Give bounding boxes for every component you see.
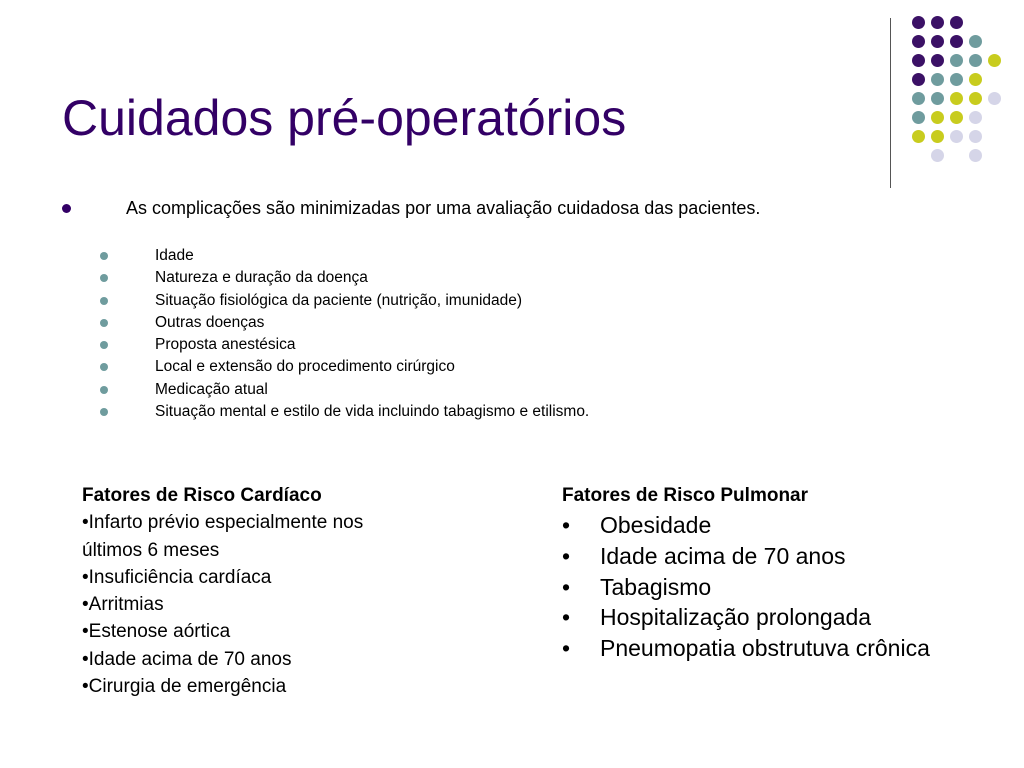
dot-r5c0 bbox=[912, 111, 925, 124]
list-item-text: Pneumopatia obstrutuva crônica bbox=[600, 635, 930, 662]
list-item-text: Tabagismo bbox=[600, 573, 712, 600]
dot-r4c0 bbox=[912, 92, 925, 105]
dot-r3c2 bbox=[950, 73, 963, 86]
dot-r2c4 bbox=[988, 54, 1001, 67]
dot-r1c3 bbox=[969, 35, 982, 48]
pulmonary-risk-list bbox=[562, 510, 1002, 664]
list-item bbox=[562, 633, 1002, 664]
dot-r7c3 bbox=[969, 149, 982, 162]
dot-r5c3 bbox=[969, 111, 982, 124]
dot-r5c1 bbox=[931, 111, 944, 124]
cardiac-risk-item: últimos 6 meses bbox=[82, 539, 220, 561]
sub-bullet-list bbox=[100, 245, 800, 423]
dot-r3c1 bbox=[931, 73, 944, 86]
list-item-text: Natureza e duração da doença bbox=[155, 269, 368, 287]
pulmonary-risk-box bbox=[562, 482, 1002, 664]
dot-r4c3 bbox=[969, 92, 982, 105]
dot-r0c2 bbox=[950, 16, 963, 29]
cardiac-risk-item: •Arritmias bbox=[82, 594, 164, 616]
dot-r4c1 bbox=[931, 92, 944, 105]
bullet-icon: • bbox=[562, 512, 571, 538]
bullet-icon: • bbox=[562, 635, 571, 662]
list-item bbox=[100, 379, 800, 401]
bullet-dot-icon bbox=[100, 386, 108, 394]
main-bullet-text: As complicações são minimizadas por uma avaliação cuidadosa das pacientes. bbox=[126, 198, 761, 218]
dot-r3c3 bbox=[969, 73, 982, 86]
list-item-text: Idade bbox=[155, 247, 194, 264]
bullet-dot-icon bbox=[100, 297, 108, 305]
dot-r6c2 bbox=[950, 130, 963, 143]
dot-r2c3 bbox=[969, 54, 982, 67]
dot-r2c1 bbox=[931, 54, 944, 67]
bullet-dot-icon bbox=[100, 252, 108, 260]
list-item-text: Situação fisiológica da paciente (nutrição, imunidade) bbox=[155, 291, 523, 309]
cardiac-risk-item: •Cirurgia de emergência bbox=[82, 676, 287, 698]
list-item bbox=[100, 312, 800, 334]
list-item-text: Proposta anestésica bbox=[155, 336, 296, 354]
dot-r1c0 bbox=[912, 35, 925, 48]
dot-r2c2 bbox=[950, 54, 963, 67]
cardiac-risk-item: •Idade acima de 70 anos bbox=[82, 648, 292, 670]
list-item bbox=[562, 510, 1002, 541]
dot-r5c2 bbox=[950, 111, 963, 124]
dot-r0c0 bbox=[912, 16, 925, 29]
dot-r4c2 bbox=[950, 92, 963, 105]
dot-r0c1 bbox=[931, 16, 944, 29]
cardiac-risk-item: •Insuficiência cardíaca bbox=[82, 566, 272, 588]
list-item-text: Hospitalização prolongada bbox=[600, 604, 872, 631]
list-item-text: Medicação atual bbox=[155, 380, 268, 398]
dot-r6c3 bbox=[969, 130, 982, 143]
cardiac-risk-box bbox=[82, 482, 462, 700]
bullet-dot-icon bbox=[100, 319, 108, 327]
page-title: Cuidados pré-operatórios bbox=[62, 90, 627, 146]
pulmonary-risk-heading: Fatores de Risco Pulmonar bbox=[562, 485, 809, 506]
list-item bbox=[100, 356, 800, 378]
bullet-icon: • bbox=[562, 542, 571, 569]
cardiac-risk-item: •Infarto prévio especialmente nos bbox=[82, 512, 364, 534]
dot-r6c0 bbox=[912, 130, 925, 143]
list-item bbox=[562, 572, 1002, 603]
dot-r1c2 bbox=[950, 35, 963, 48]
bullet-icon: • bbox=[562, 573, 571, 600]
list-item bbox=[100, 267, 800, 289]
list-item bbox=[100, 245, 800, 267]
list-item bbox=[100, 334, 800, 356]
list-item-text: Local e extensão do procedimento cirúrgico bbox=[155, 358, 455, 376]
bullet-dot-icon bbox=[100, 341, 108, 349]
list-item-text: Situação mental e estilo de vida incluindo tabagismo e etilismo. bbox=[155, 403, 590, 421]
dot-r4c4 bbox=[988, 92, 1001, 105]
dot-r1c1 bbox=[931, 35, 944, 48]
cardiac-risk-item: •Estenose aórtica bbox=[82, 621, 231, 643]
bullet-dot-icon bbox=[100, 274, 108, 282]
list-item bbox=[562, 541, 1002, 572]
dot-r7c1 bbox=[931, 149, 944, 162]
cardiac-risk-heading: Fatores de Risco Cardíaco bbox=[82, 485, 322, 506]
bullet-dot-icon bbox=[100, 363, 108, 371]
dot-r3c0 bbox=[912, 73, 925, 86]
list-item bbox=[100, 401, 800, 423]
dot-r6c1 bbox=[931, 130, 944, 143]
list-item-text: Obesidade bbox=[600, 512, 712, 538]
dot-r2c0 bbox=[912, 54, 925, 67]
list-item bbox=[562, 602, 1002, 633]
bullet-dot-icon bbox=[62, 204, 71, 213]
list-item bbox=[100, 290, 800, 312]
bullet-dot-icon bbox=[100, 408, 108, 416]
list-item-text: Outras doenças bbox=[155, 313, 265, 331]
list-item-text: Idade acima de 70 anos bbox=[600, 542, 846, 569]
main-bullet bbox=[62, 196, 902, 220]
title-divider-line bbox=[890, 18, 891, 188]
bullet-icon: • bbox=[562, 604, 571, 631]
